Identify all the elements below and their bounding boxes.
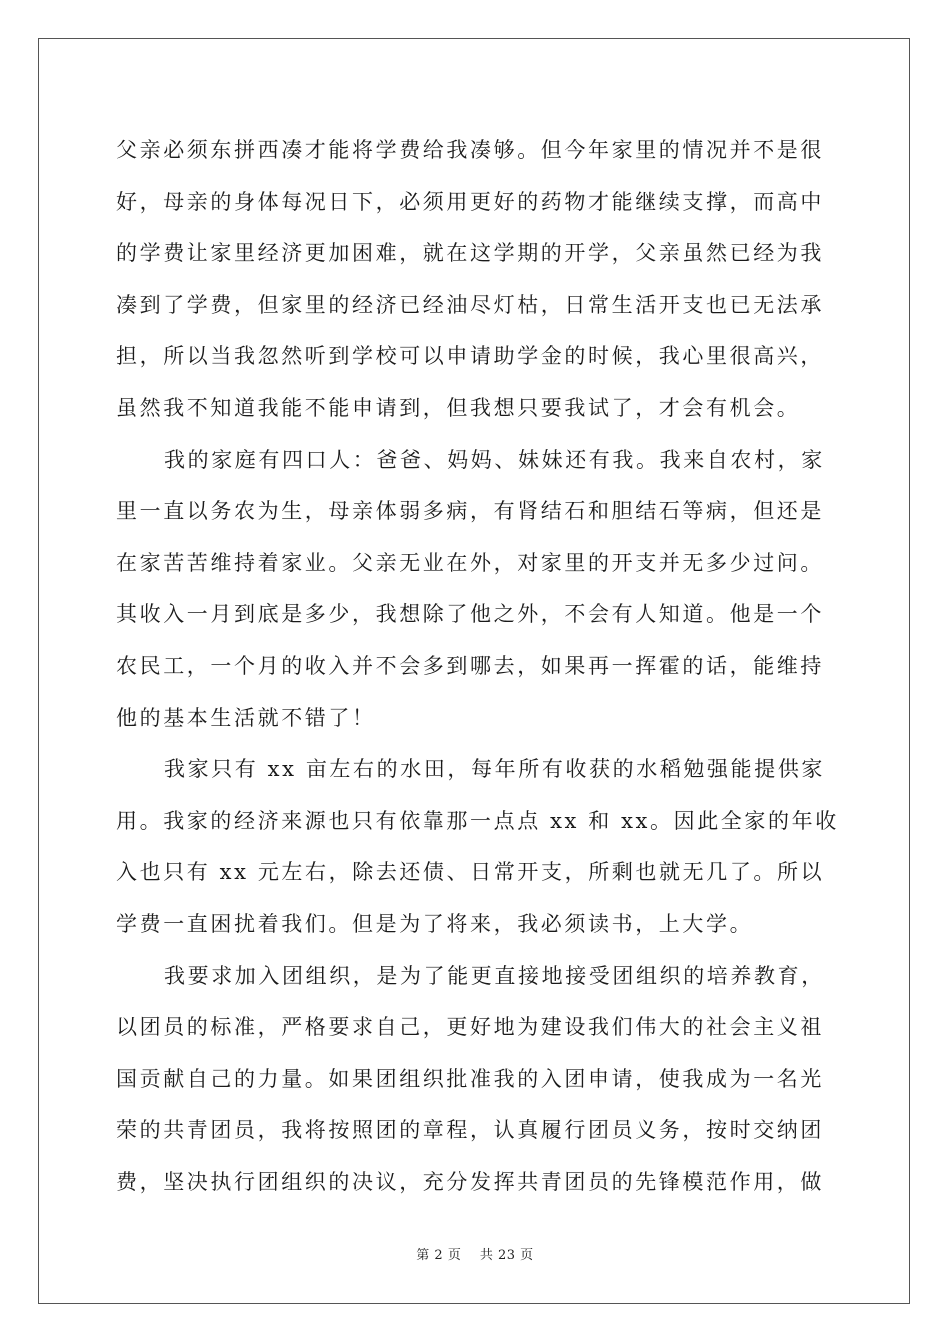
page-footer bbox=[0, 1244, 950, 1263]
text-line: 农民工，一个月的收入并不会多到哪去，如果再一挥霍的话，能维持 bbox=[116, 653, 824, 678]
text-line: 其收入一月到底是多少，我想除了他之外，不会有人知道。他是一个 bbox=[116, 602, 824, 627]
text-line: 我的家庭有四口人：爸爸、妈妈、妹妹还有我。我来自农村，家 bbox=[164, 447, 825, 472]
document-body bbox=[116, 128, 839, 1211]
page-total: 共 23 页 bbox=[479, 1248, 534, 1263]
page-number: 第 2 页 bbox=[416, 1248, 462, 1263]
text-line: 凑到了学费，但家里的经济已经油尽灯枯，日常生活开支也已无法承 bbox=[116, 292, 824, 317]
text-line: 里一直以务农为生，母亲体弱多病，有肾结石和胆结石等病，但还是 bbox=[116, 499, 824, 524]
text-line: 用。我家的经济来源也只有依靠那一点点 xx 和 xx。因此全家的年收 bbox=[116, 808, 839, 833]
text-line: 父亲必须东拼西凑才能将学费给我凑够。但今年家里的情况并不是很 bbox=[116, 138, 824, 162]
text-line: 在家苦苦维持着家业。父亲无业在外，对家里的开支并无多少过问。 bbox=[116, 550, 824, 575]
text-line: 以团员的标准，严格要求自己，更好地为建设我们伟大的社会主义祖 bbox=[116, 1015, 824, 1040]
text-line: 他的基本生活就不错了！ bbox=[116, 705, 376, 730]
text-line: 国贡献自己的力量。如果团组织批准我的入团申请，使我成为一名光 bbox=[116, 1066, 824, 1091]
text-line: 费，坚决执行团组织的决议，充分发挥共青团员的先锋模范作用，做 bbox=[116, 1169, 824, 1194]
text-line: 虽然我不知道我能不能申请到，但我想只要我试了，才会有机会。 bbox=[116, 395, 801, 420]
text-line: 学费一直困扰着我们。但是为了将来，我必须读书，上大学。 bbox=[116, 911, 754, 936]
text-line: 荣的共青团员，我将按照团的章程，认真履行团员义务，按时交纳团 bbox=[116, 1118, 824, 1143]
text-line: 的学费让家里经济更加困难，就在这学期的开学，父亲虽然已经为我 bbox=[116, 241, 824, 266]
text-line: 好，母亲的身体每况日下，必须用更好的药物才能继续支撑，而高中 bbox=[116, 189, 824, 214]
text-line: 担，所以当我忽然听到学校可以申请助学金的时候，我心里很高兴， bbox=[116, 344, 824, 369]
text-line: 入也只有 xx 元左右，除去还债、日常开支，所剩也就无几了。所以 bbox=[116, 860, 825, 885]
text-line: 我要求加入团组织，是为了能更直接地接受团组织的培养教育， bbox=[164, 963, 825, 988]
text-line: 我家只有 xx 亩左右的水田，每年所有收获的水稻勉强能提供家 bbox=[164, 757, 826, 782]
